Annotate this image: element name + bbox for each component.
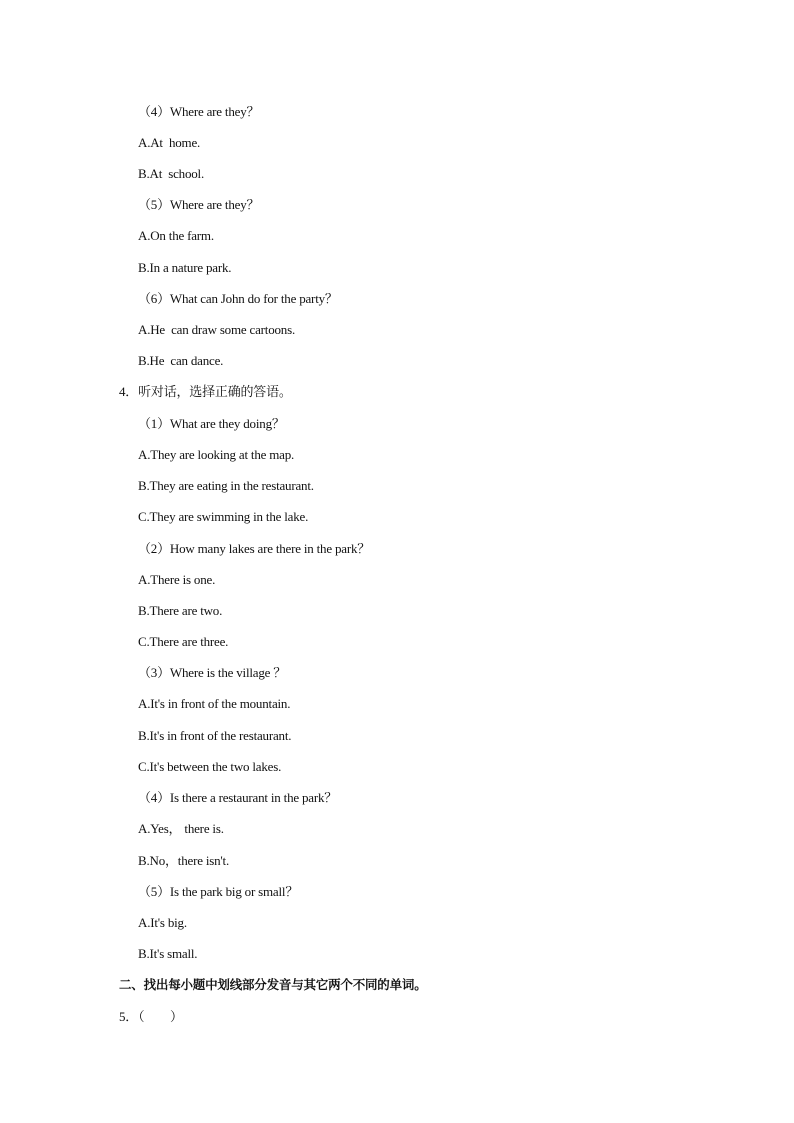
question-6-john-party: （6）What can John do for the party？ xyxy=(138,291,338,306)
option-b: B.It's small. xyxy=(138,946,198,961)
option-a: A.They are looking at the map. xyxy=(138,447,295,462)
option-a: A.It's big. xyxy=(138,915,187,930)
option-a: A.At home. xyxy=(138,135,201,150)
s4-question-3: （3）Where is the village ？ xyxy=(138,665,287,680)
s4-question-2: （2）How many lakes are there in the park？ xyxy=(138,541,371,556)
option-b: B.They are eating in the restaurant. xyxy=(138,478,314,493)
option-a: A.There is one. xyxy=(138,572,216,587)
question-4-where-are-they: （4）Where are they？ xyxy=(138,104,260,119)
option-c: C.There are three. xyxy=(138,634,229,649)
option-b: B.No，there isn't. xyxy=(138,853,230,868)
s4-question-4: （4）Is there a restaurant in the park？ xyxy=(138,790,338,805)
option-b: B.At school. xyxy=(138,166,205,181)
option-b: B.It's in front of the restaurant. xyxy=(138,728,292,743)
question-5-blank: 5．（ ） xyxy=(119,1009,183,1024)
option-b: B.In a nature park. xyxy=(138,260,232,275)
question-5-where-are-they: （5）Where are they？ xyxy=(138,197,260,212)
part-2-heading: 二、找出每小题中划线部分发音与其它两个不同的单词。 xyxy=(119,977,427,992)
section-4-heading: 4．听对话，选择正确的答语。 xyxy=(119,384,292,399)
option-a: A.It's in front of the mountain. xyxy=(138,696,291,711)
option-a: A.Yes， there is. xyxy=(138,821,224,836)
s4-question-5: （5）Is the park big or small？ xyxy=(138,884,299,899)
option-b: B.There are two. xyxy=(138,603,223,618)
option-b: B.He can dance. xyxy=(138,353,224,368)
option-a: A.On the farm. xyxy=(138,228,214,243)
option-c: C.They are swimming in the lake. xyxy=(138,509,309,524)
s4-question-1: （1）What are they doing？ xyxy=(138,416,285,431)
option-c: C.It's between the two lakes. xyxy=(138,759,282,774)
option-a: A.He can draw some cartoons. xyxy=(138,322,296,337)
